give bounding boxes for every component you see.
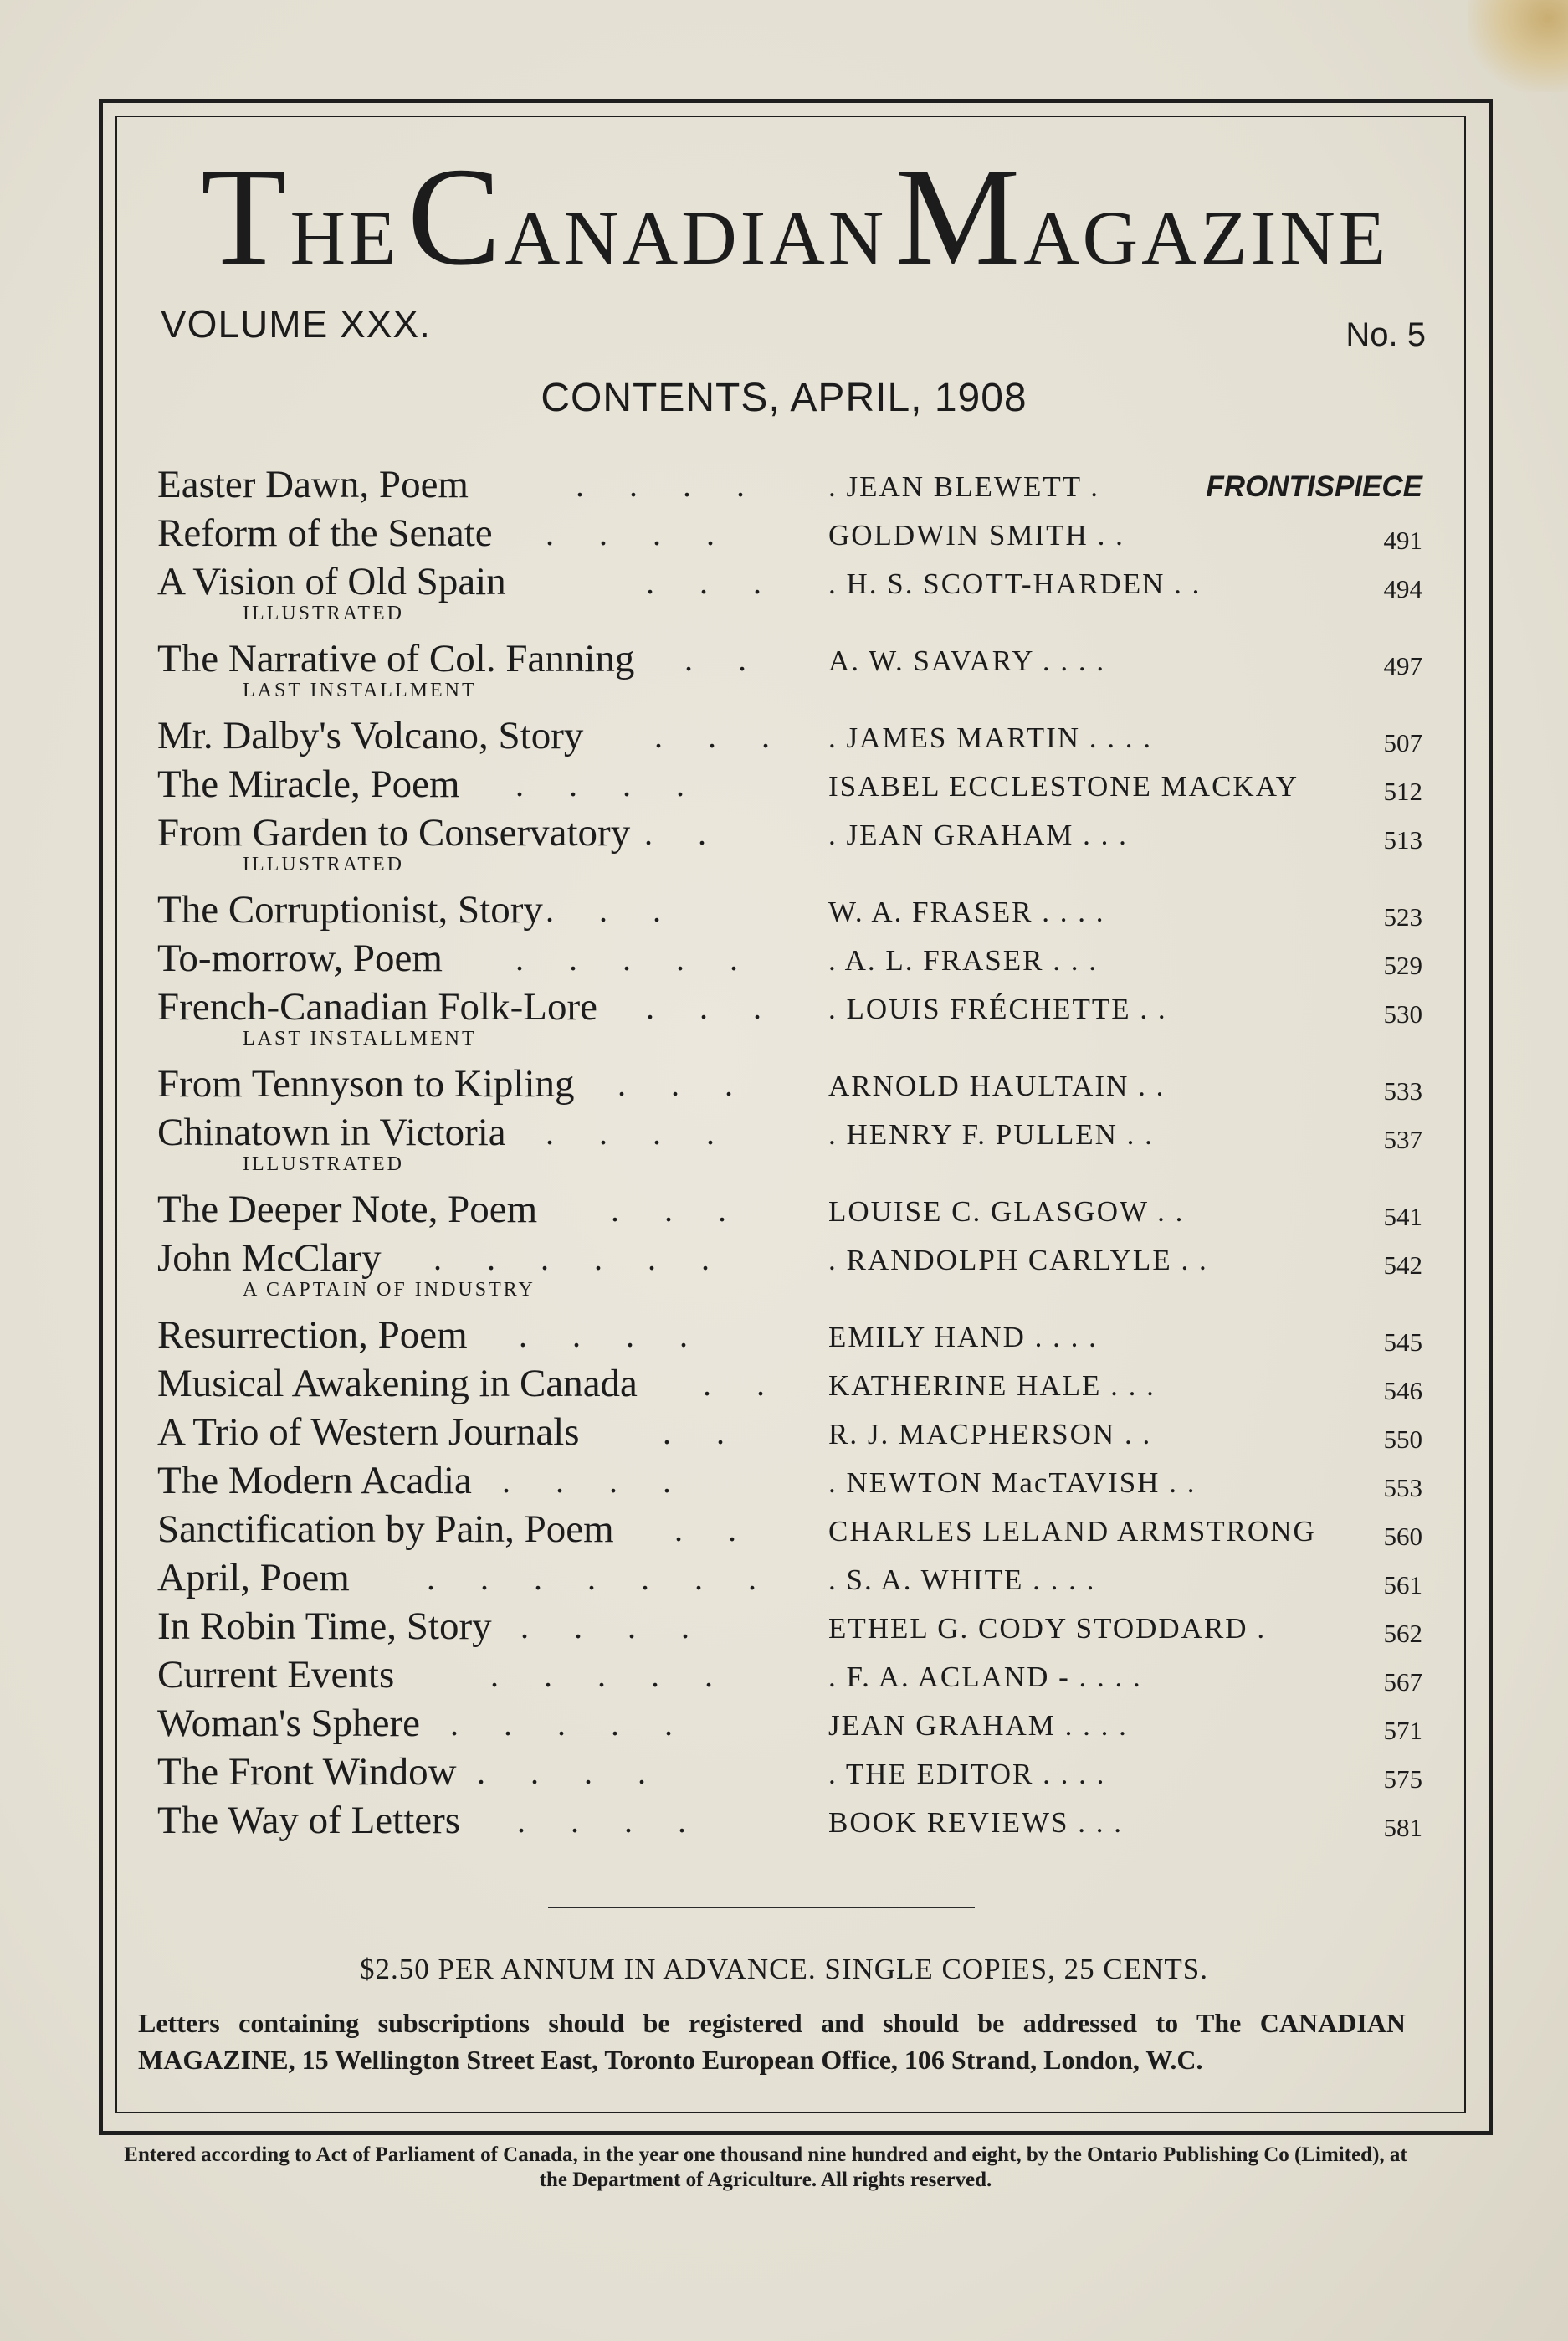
toc-entry — [0, 1312, 1568, 1361]
entry-title: In Robin Time, Story — [157, 1604, 492, 1648]
dot-leaders: . . . . . — [490, 1656, 731, 1694]
dot-leaders: . . . . — [520, 1608, 708, 1645]
dot-leaders: . . . — [646, 988, 780, 1026]
issue-number: No. 5 — [1345, 316, 1426, 353]
copyright-notice: Entered according to Act of Parliament of Canada, in the year one thousand nine hundred and eight, by the Ontario Publishing Co (Limited), at the Department of Agriculture. All rights reserved. — [124, 2143, 1407, 2191]
entry-author: GOLDWIN SMITH . . — [828, 519, 1125, 552]
toc-entry — [0, 1361, 1568, 1409]
entry-page-number: 523 — [1383, 902, 1422, 932]
entry-author: . F. A. ACLAND - . . . . — [828, 1661, 1142, 1693]
entry-title: Chinatown in Victoria — [157, 1111, 506, 1154]
entry-title: A Vision of Old Spain — [157, 560, 506, 603]
entry-subtitle: LAST INSTALLMENT — [243, 1028, 477, 1050]
toc-entry — [0, 936, 1568, 984]
entry-author: KATHERINE HALE . . . — [828, 1369, 1156, 1402]
entry-title: The Miracle, Poem — [157, 762, 460, 806]
entry-author: BOOK REVIEWS . . . — [828, 1806, 1123, 1839]
toc-entry — [0, 1749, 1568, 1798]
entry-page-number: 530 — [1383, 999, 1422, 1029]
toc-entry — [0, 713, 1568, 762]
entry-title: Mr. Dalby's Volcano, Story — [157, 714, 584, 757]
entry-title: The Corruptionist, Story — [157, 888, 543, 932]
toc-entry — [0, 511, 1568, 559]
entry-title: From Garden to Conservatory — [157, 811, 631, 855]
entry-page-number: 541 — [1383, 1202, 1422, 1231]
toc-entry — [0, 810, 1568, 887]
entry-page-number: 507 — [1383, 728, 1422, 757]
entry-author: EMILY HAND . . . . — [828, 1321, 1098, 1353]
entry-page-number: 494 — [1383, 574, 1422, 603]
entry-page-number: 567 — [1383, 1667, 1422, 1697]
entry-title: The Front Window — [157, 1750, 457, 1794]
price-line: $2.50 PER ANNUM IN ADVANCE. SINGLE COPIES, 25 CENTS. — [360, 1953, 1208, 1985]
dot-leaders: . . . . — [502, 1462, 689, 1500]
dot-leaders: . . . . — [519, 1317, 706, 1354]
table-of-contents — [0, 462, 1568, 1846]
entry-author: CHARLES LELAND ARMSTRONG — [828, 1515, 1316, 1548]
entry-page-number: 512 — [1383, 777, 1422, 806]
paper-stain — [1468, 0, 1568, 92]
toc-entry — [0, 636, 1568, 713]
dot-leaders: . . . — [546, 891, 679, 929]
volume-label: VOLUME XXX. — [161, 302, 431, 346]
entry-author: A. W. SAVARY . . . . — [828, 644, 1106, 677]
entry-author: ARNOLD HAULTAIN . . — [828, 1070, 1166, 1102]
entry-author: . JAMES MARTIN . . . . — [828, 721, 1153, 754]
toc-entry — [0, 1110, 1568, 1187]
entry-subtitle: LAST INSTALLMENT — [243, 680, 477, 701]
entry-author: . NEWTON MacTAVISH . . — [828, 1466, 1196, 1499]
dot-leaders: . . . . — [576, 466, 763, 504]
dot-leaders: . . . . — [546, 515, 733, 552]
masthead-title — [201, 139, 1389, 295]
entry-page-number: 550 — [1383, 1425, 1422, 1454]
entry-author: . A. L. FRASER . . . — [828, 944, 1098, 977]
entry-title: A Trio of Western Journals — [157, 1410, 580, 1454]
entry-title: The Modern Acadia — [157, 1459, 472, 1502]
entry-title: To-morrow, Poem — [157, 937, 443, 980]
entry-page-number: 571 — [1383, 1716, 1422, 1745]
entry-page-number: 537 — [1383, 1125, 1422, 1154]
dot-leaders: . . . . . — [515, 940, 756, 978]
entry-title: French-Canadian Folk-Lore — [157, 985, 597, 1029]
toc-entry — [0, 1187, 1568, 1235]
entry-page-number: 545 — [1383, 1327, 1422, 1357]
entry-title: The Narrative of Col. Fanning — [157, 637, 635, 680]
entry-title: The Way of Letters — [157, 1799, 461, 1842]
entry-title: Musical Awakening in Canada — [157, 1362, 638, 1405]
dot-leaders: . . . . . . — [433, 1240, 728, 1277]
toc-entry — [0, 1507, 1568, 1555]
dot-leaders: . . . — [617, 1065, 751, 1103]
dot-leaders: . . . — [611, 1191, 745, 1229]
divider-rule — [548, 1907, 975, 1908]
entry-page-number: 529 — [1383, 951, 1422, 980]
entry-title: Current Events — [157, 1653, 395, 1697]
dot-leaders: . . . . — [546, 1114, 733, 1152]
entry-page-number: 560 — [1383, 1522, 1422, 1551]
entry-title: The Deeper Note, Poem — [157, 1188, 538, 1231]
entry-title: Woman's Sphere — [157, 1702, 421, 1745]
entry-title: Resurrection, Poem — [157, 1313, 468, 1357]
entry-author: . JEAN BLEWETT . — [828, 470, 1099, 503]
dot-leaders: . . — [674, 1511, 755, 1548]
toc-entry — [0, 762, 1568, 810]
toc-entry — [0, 1235, 1568, 1312]
entry-page-number: 581 — [1383, 1813, 1422, 1842]
subscription-notice: Letters containing subscriptions should be registered and should be addressed to The CANADIAN MAGAZINE, 15 Wellington Street East, Toronto European Office, 106 Strand, London, W.C. — [138, 2008, 1406, 2075]
entry-page-number: 513 — [1383, 825, 1422, 855]
masthead-word-the: THE — [201, 139, 400, 295]
entry-author: . HENRY F. PULLEN . . — [828, 1118, 1154, 1151]
entry-author: ETHEL G. CODY STODDARD . — [828, 1612, 1267, 1645]
entry-page-number: 497 — [1383, 651, 1422, 680]
entry-subtitle: ILLUSTRATED — [243, 854, 404, 875]
entry-author: . LOUIS FRÉCHETTE . . — [828, 993, 1167, 1025]
dot-leaders: . . . . — [515, 766, 703, 803]
dot-leaders: . . . . . — [450, 1705, 691, 1743]
entry-page-number: 491 — [1383, 526, 1422, 555]
toc-entry — [0, 1458, 1568, 1507]
entry-page-number: 546 — [1383, 1376, 1422, 1405]
entry-author: W. A. FRASER . . . . — [828, 896, 1105, 928]
entry-page-number: 533 — [1383, 1076, 1422, 1106]
dot-leaders: . . . . — [517, 1802, 705, 1840]
entry-title: Sanctification by Pain, Poem — [157, 1507, 614, 1551]
entry-subtitle: ILLUSTRATED — [243, 1153, 404, 1175]
toc-entry — [0, 887, 1568, 936]
entry-subtitle: ILLUSTRATED — [243, 603, 404, 624]
entry-page-number: 542 — [1383, 1250, 1422, 1280]
toc-entry — [0, 462, 1568, 511]
toc-entry — [0, 1798, 1568, 1846]
toc-entry — [0, 1652, 1568, 1701]
entry-title: From Tennyson to Kipling — [157, 1062, 575, 1106]
entry-author: ISABEL ECCLESTONE MACKAY — [828, 770, 1299, 803]
toc-entry — [0, 1061, 1568, 1110]
entry-title: Reform of the Senate — [157, 511, 493, 555]
toc-entry — [0, 1604, 1568, 1652]
masthead-word-canadian: CANADIAN — [407, 139, 888, 295]
entry-author: . JEAN GRAHAM . . . — [828, 819, 1128, 851]
toc-entry — [0, 1409, 1568, 1458]
entry-author: LOUISE C. GLASGOW . . — [828, 1195, 1185, 1228]
entry-page-number: 575 — [1383, 1764, 1422, 1794]
masthead-word-magazine: MAGAZINE — [894, 139, 1389, 295]
toc-entry — [0, 1555, 1568, 1604]
dot-leaders: . . — [684, 640, 765, 678]
entry-author: . THE EDITOR . . . . — [828, 1758, 1106, 1790]
entry-title: John McClary — [157, 1236, 382, 1280]
entry-page-number: FRONTISPIECE — [1206, 470, 1422, 503]
entry-author: . H. S. SCOTT-HARDEN . . — [828, 567, 1202, 600]
entry-subtitle: A CAPTAIN OF INDUSTRY — [243, 1279, 535, 1301]
entry-author: . S. A. WHITE . . . . — [828, 1563, 1096, 1596]
toc-entry — [0, 559, 1568, 636]
dot-leaders: . . . . — [477, 1753, 664, 1791]
toc-entry — [0, 984, 1568, 1061]
dot-leaders: . . . — [654, 717, 788, 755]
entry-author: JEAN GRAHAM . . . . — [828, 1709, 1128, 1742]
entry-page-number: 553 — [1383, 1473, 1422, 1502]
dot-leaders: . . — [663, 1414, 743, 1451]
entry-page-number: 561 — [1383, 1570, 1422, 1599]
entry-title: April, Poem — [157, 1556, 350, 1599]
dot-leaders: . . — [644, 814, 725, 852]
toc-entry — [0, 1701, 1568, 1749]
entry-title: Easter Dawn, Poem — [157, 463, 469, 506]
entry-author: R. J. MACPHERSON . . — [828, 1418, 1152, 1450]
contents-heading: CONTENTS, APRIL, 1908 — [541, 376, 1027, 420]
entry-author: . RANDOLPH CARLYLE . . — [828, 1244, 1208, 1276]
dot-leaders: . . — [703, 1365, 783, 1403]
dot-leaders: . . . — [646, 563, 780, 601]
dot-leaders: . . . . . . . — [427, 1559, 775, 1597]
entry-page-number: 562 — [1383, 1619, 1422, 1648]
